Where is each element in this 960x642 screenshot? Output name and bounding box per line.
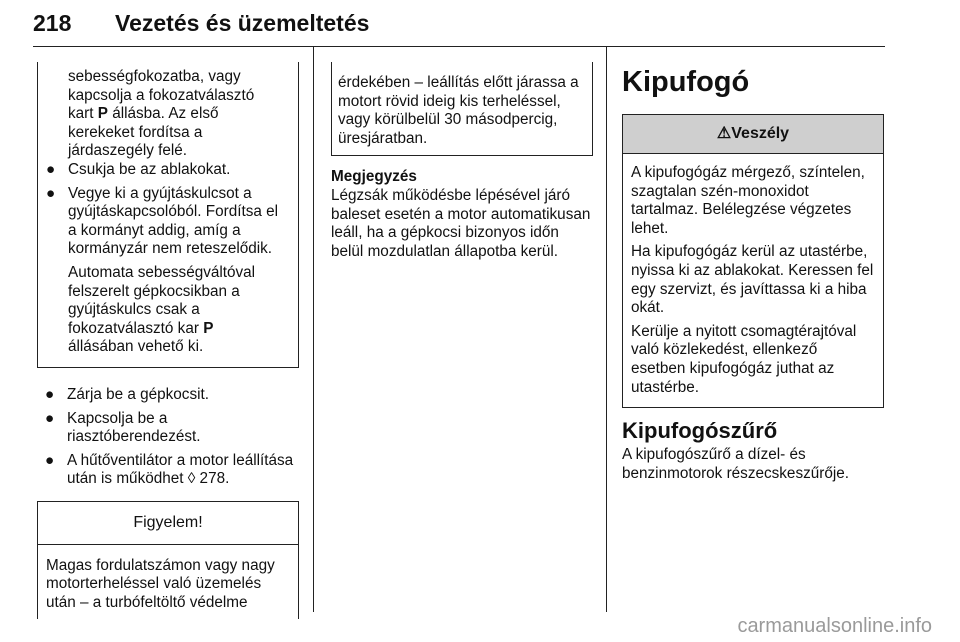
subsection-text: A kipufogószűrő a dízel- és benzinmotorok részecskeszűrője. bbox=[622, 446, 850, 482]
danger-header bbox=[623, 115, 883, 154]
danger-paragraph: A kipufogógáz mérgező, színtelen, szagtalan szén-monoxidot tartalmaz. Belélegzése végzetes lehet. bbox=[631, 164, 865, 237]
column-separator bbox=[313, 46, 314, 612]
caution-text: Magas fordulatszámon vagy nagy motorterheléssel való üzemelés után – a turbófeltöltő védelme bbox=[46, 556, 275, 612]
list-item: ● Zárja be a gépkocsit. bbox=[45, 385, 209, 403]
header-rule bbox=[33, 46, 885, 47]
column-3 bbox=[622, 62, 884, 483]
danger-paragraph: Ha kipufogógáz kerül az utastérbe, nyissa ki az ablakokat. Keressen fel egy szervizt, és javíttassa ki a hiba okát. bbox=[631, 243, 874, 317]
list-item: ● A hűtőventilátor a motor leállítása után is működhet ◊ 278. bbox=[45, 451, 294, 488]
continued-box-2 bbox=[331, 62, 593, 156]
bullet-icon: ● bbox=[46, 160, 56, 178]
column-separator bbox=[606, 46, 607, 612]
page-title: Vezetés és üzemeltetés bbox=[115, 10, 370, 36]
note-text: Légzsák működésbe lépésével járó baleset esetén a motor automatikusan leáll, ha a gépkocsi bizonyos időn belül mozdulatlan állapotba kerül. bbox=[331, 186, 591, 260]
column-2 bbox=[331, 62, 593, 261]
warning-triangle-icon: ⚠ bbox=[716, 125, 732, 142]
danger-title: Veszély bbox=[731, 125, 790, 142]
bullet-icon: ● bbox=[46, 184, 56, 202]
danger-body bbox=[623, 154, 883, 407]
page-number: 218 bbox=[33, 10, 72, 36]
subsection-heading: Kipufogószűrő bbox=[622, 418, 778, 444]
box-text: érdekében – leállítás előtt járassa a motort rövid ideig kis terheléssel, vagy körülbelül 30 másodpercig, üresjáratban. bbox=[338, 74, 579, 147]
bullet-icon: ● bbox=[45, 385, 55, 403]
caution-box bbox=[37, 501, 299, 619]
column-1 bbox=[37, 62, 299, 619]
box-paragraph: sebességfokozatba, vagy kapcsolja a fokozatválasztó kart P állásba. Az első kerekeket fordítsa a járdaszegély felé. bbox=[68, 68, 255, 160]
bullet-icon: ● bbox=[45, 451, 55, 469]
danger-paragraph: Kerülje a nyitott csomagtérajtóval való közlekedést, ellenkező esetben kipufogógáz juthat az utastérbe. bbox=[631, 322, 857, 396]
list-item: ● Kapcsolja be a riasztóberendezést. bbox=[45, 409, 201, 446]
continued-box-1 bbox=[37, 62, 299, 368]
bullet-icon: ● bbox=[45, 409, 55, 427]
watermark: carmanualsonline.info bbox=[737, 615, 932, 637]
box-sub-paragraph: Automata sebességváltóval felszerelt gépkocsikban a gyújtáskulcs csak a fokozatválasztó kar P állásában vehető ki. bbox=[68, 263, 256, 356]
section-heading: Kipufogó bbox=[622, 66, 750, 98]
note-label: Megjegyzés bbox=[331, 168, 417, 186]
list-item: ● Vegye ki a gyújtáskulcsot a gyújtáskapcsolóból. Fordítsa el a kormányt addig, amíg a kormányzár nem reteszelődik. bbox=[46, 184, 279, 258]
caution-title: Figyelem! bbox=[38, 502, 298, 545]
page-header bbox=[33, 6, 885, 46]
danger-box bbox=[622, 114, 884, 408]
list-item: ● Csukja be az ablakokat. bbox=[46, 160, 231, 178]
